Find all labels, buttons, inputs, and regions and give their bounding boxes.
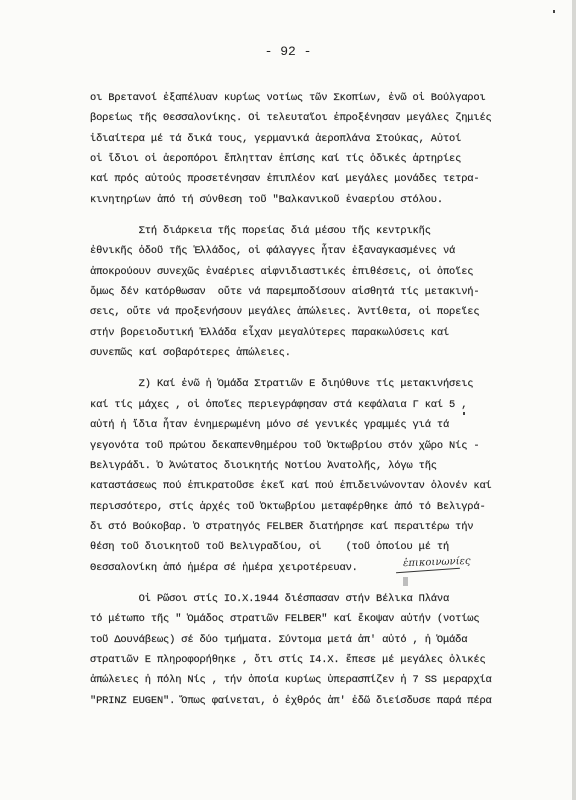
text-line: καί τίς μάχες , οἱ ὁποῖες περιεγράφησαν στά κεφάλαια Γ καί 5 ,: [90, 398, 468, 411]
text-line: κινητηρίων ἀπό τή σύνθεση τοῦ "Βαλκανικοῦ ἐναερίου στόλου.: [90, 193, 443, 206]
page-number: - 92 -: [264, 44, 312, 59]
text-line: Θεσσαλονίκη ἀπό ἡμέρα σέ ἡμέρα χειροτέρευαν.: [90, 561, 358, 574]
paragraph-gap: [90, 578, 562, 589]
scan-speck: [463, 412, 465, 415]
page-edge: [572, 0, 576, 800]
paragraph-gap: [90, 363, 562, 374]
text-line: Βελιγράδι. Ὁ Ἀνώτατος διοικητής Νοτίου Ἀνατολῆς, λόγω τῆς: [90, 459, 437, 472]
text-line: Ζ) Καί ἐνῶ ἡ Ὁμάδα Στρατιῶν Ε διηύθυνε τίς μετακινήσεις: [90, 378, 474, 391]
paragraph-4: [90, 589, 562, 711]
text-line: τοῦ Δουνάβεως) σέ δύο τμήματα. Σύντομα μετά ἀπ' αὐτό , ἡ Ὁμάδα: [90, 633, 468, 646]
text-line: οι Βρετανοί ἐξαπέλυαν κυρίως νοτίως τῶν Σκοπίων, ἐνῶ οἱ Βούλγαροι: [90, 92, 486, 104]
text-line: περισσότερο, στίς ἀρχές τοῦ Ὀκτωβρίου μεταφέρθηκε ἀπό τό Βελιγρά-: [90, 500, 486, 513]
text-line: στρατιῶν Ε πληροφορήθηκε , ὅτι στίς Ι4.Χ. ἔπεσε μέ μεγάλες ὁλικές: [90, 653, 486, 666]
text-line: ἰδιαίτερα μέ τά δικά τους, γερμανικά ἀεροπλάνα Στούκας, Αὐτοί: [90, 132, 462, 145]
text-line: "PRINZ EUGEN". Ὅπως φαίνεται, ὁ ἐχθρός ἀπ' ἐδῶ διείσδυσε παρά πέρα: [90, 694, 492, 707]
document-body: [90, 88, 562, 711]
text-line: βορείως τῆς Θεσσαλονίκης. Οἱ τελευταῖοι ἐπροξένησαν μεγάλες ζημιές: [90, 112, 492, 125]
text-line: γεγονότα τοῦ πρώτου δεκαπενθημέρου τοῦ Ὀκτωβρίου στόν χῶρο Νίς -: [90, 439, 480, 452]
text-line: οἱ ἴδιοι οἱ ἀεροπόροι ἔπλητταν ἐπίσης καί τίς ὁδικές ἀρτηρίες: [90, 153, 462, 166]
paragraph-1: [90, 88, 562, 210]
text-line: σεις, οὔτε νά προξενήσουν μεγάλες ἀπώλειες. Ἀντίθετα, οἱ πορεῖες: [90, 306, 480, 319]
correction-mark: [403, 577, 408, 586]
text-line: στήν βορειοδυτική Ἑλλάδα εἶχαν μεγαλύτερες παρακωλύσεις καί: [90, 326, 450, 339]
text-line: ἀποκρούουν συνεχῶς ἐναέριες αἰφνιδιαστικές ἐπιθέσεις, οἱ ὁποῖες: [90, 265, 474, 278]
text-line: ὅμως δέν κατόρθωσαν οὔτε νά παρεμποδίσουν αἰσθητά τίς μετακινή-: [90, 286, 480, 299]
text-line: Στή διάρκεια τῆς πορείας διά μέσου τῆς κεντρικῆς: [90, 225, 431, 238]
text-line: αὐτή ἡ ἴδια ἦταν ἐνημερωμένη μόνο σέ γενικές γραμμές γιά τά: [90, 419, 450, 432]
text-line: τό μέτωπο τῆς " Ὁμάδος στρατιῶν FELBER" καί ἔκοψαν αὐτήν (νοτίως: [90, 613, 480, 626]
text-line: καταστάσεως πού ἐπικρατοῦσε ἐκεῖ καί πού ἐπιδεινώνονταν ὁλονέν καί: [90, 480, 492, 493]
paragraph-gap: [90, 210, 562, 221]
text-line: θέση τοῦ διοικητοῦ τοῦ Βελιγραδίου, οἱ (τοῦ ὁποίου μέ τή: [90, 541, 450, 554]
text-line: καί πρός αὐτούς προσετένησαν ἐπιπλέον καί μεγάλες μονάδες τετρα-: [90, 173, 480, 186]
paragraph-2: [90, 221, 562, 363]
text-line: ἐθνικῆς ὁδοῦ τῆς Ἑλλάδος, οἱ φάλαγγες ἦταν ἐξαναγκασμένες νά: [90, 245, 456, 258]
text-line: δι στό Βούκοβαρ. Ὁ στρατηγός FELBER διατήρησε καί περαιτέρω τήν: [90, 520, 474, 533]
text-line: Οἱ Ρῶσοι στίς ΙΟ.Χ.1944 διέσπασαν στήν Βέλικα Πλάνα: [90, 592, 450, 605]
text-line: ἀπώλειες ἡ πόλη Νίς , τήν ὁποία κυρίως ὑπερασπίζεν ἡ 7 SS μεραρχία: [90, 674, 492, 687]
handwritten-insert: ἐπικοινωνίες: [402, 555, 471, 570]
scan-speck: [553, 10, 555, 13]
paragraph-3: [90, 374, 562, 577]
text-line: συνεπῶς καί σοβαρότερες ἀπώλειες.: [90, 347, 291, 360]
